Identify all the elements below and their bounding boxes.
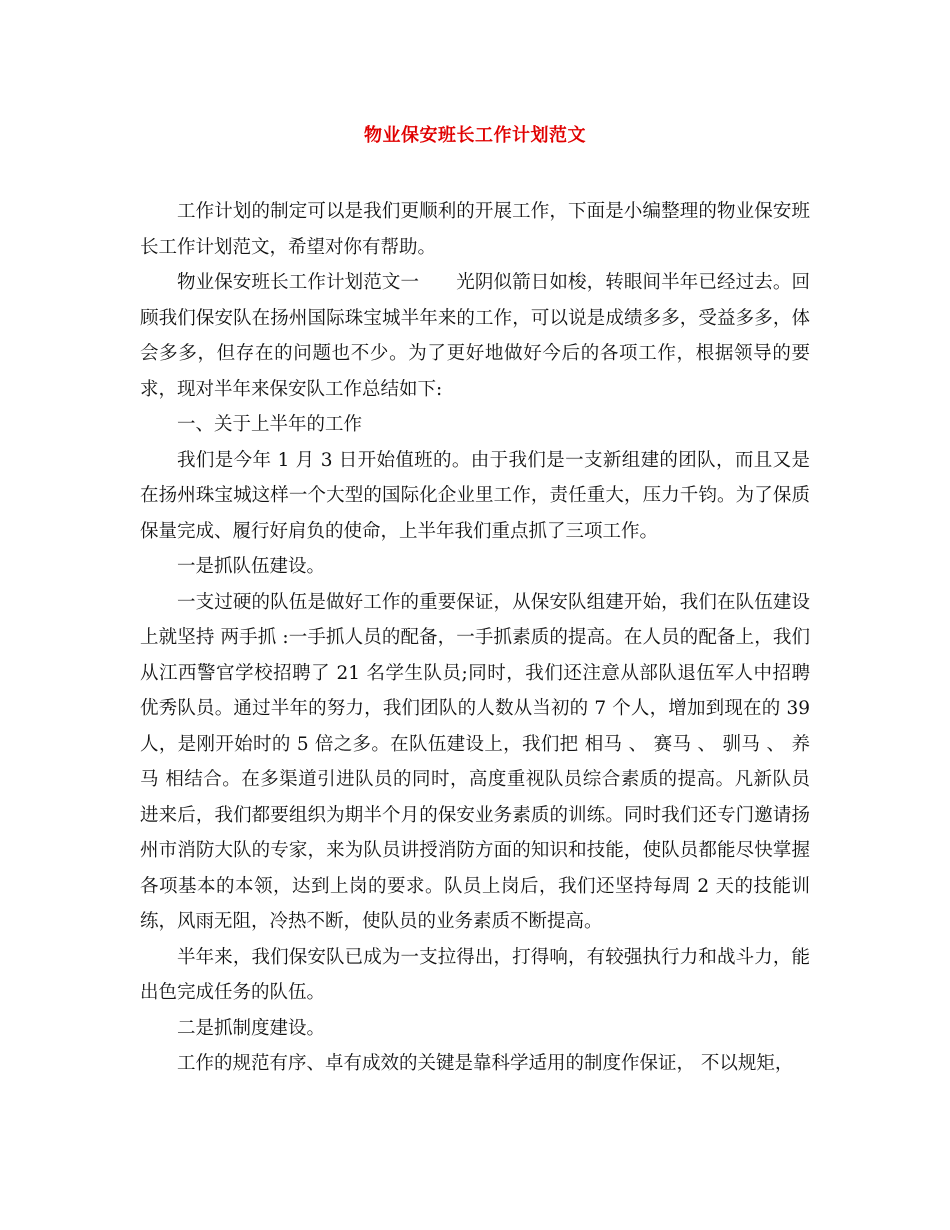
document-title: 物业保安班长工作计划范文 [364, 125, 586, 146]
paragraph-half-year-result: 半年来，我们保安队已成为一支拉得出，打得响，有较强执行力和战斗力，能出色完成任务的队伍。 [140, 946, 810, 1003]
paragraph-system-building: 工作的规范有序、卓有成效的关键是靠科学适用的制度作保证， 不以规矩， [177, 1053, 794, 1074]
paragraph-sample-one: 物业保安班长工作计划范文一 光阴似箭日如梭，转眼间半年已经过去。回顾我们保安队在扬州国际珠宝城半年来的工作，可以说是成绩多多，受益多多，体会多多，但存在的问题也不少。为了更好地做好今后的各项工作，根据领导的要求，现对半年来保安队工作总结如下: [140, 272, 810, 400]
paragraph-start-duty: 我们是今年 1 月 3 日开始值班的。由于我们是一支新组建的团队，而且又是在扬州珠宝城这样一个大型的国际化企业里工作，责任重大，压力千钧。为了保质保量完成、履行好肩负的使命，上半年我们重点抓了三项工作。 [140, 449, 810, 542]
subheading-system-building: 二是抓制度建设。 [177, 1017, 326, 1039]
paragraph-intro: 工作计划的制定可以是我们更顺利的开展工作，下面是小编整理的物业保安班长工作计划范文，希望对你有帮助。 [140, 201, 810, 258]
subheading-team-building: 一是抓队伍建设。 [177, 556, 326, 577]
section-heading-first-half: 一、关于上半年的工作 [177, 414, 363, 435]
document-body [140, 194, 810, 1082]
paragraph-team-building: 一支过硬的队伍是做好工作的重要保证，从保安队组建开始，我们在队伍建设上就坚持 两手抓 :一手抓人员的配备，一手抓素质的提高。在人员的配备上，我们从江西警官学校招聘了 21 名学生队员;同时，我们还注意从部队退伍军人中招聘优秀队员。通过半年的努力，我们团队的人数从当初的 7 个人，增加到现在的 39 人，是刚开始时的 5 倍之多。在队伍建设上，我们把 相马 、 赛马 、 驯马 、 养马 相结合。在多渠道引进队员的同时，高度重视队员综合素质的提高。凡新队员进来后，我们都要组织为期半个月的保安业务素质的训练。同时我们还专门邀请扬州市消防大队的专家，来为队员讲授消防方面的知识和技能，使队员都能尽快掌握各项基本的本领，达到上岗的要求。队员上岗后，我们还坚持每周 2 天的技能训练，风雨无阻，冷热不断，使队员的业务素质不断提高。 [140, 591, 810, 932]
